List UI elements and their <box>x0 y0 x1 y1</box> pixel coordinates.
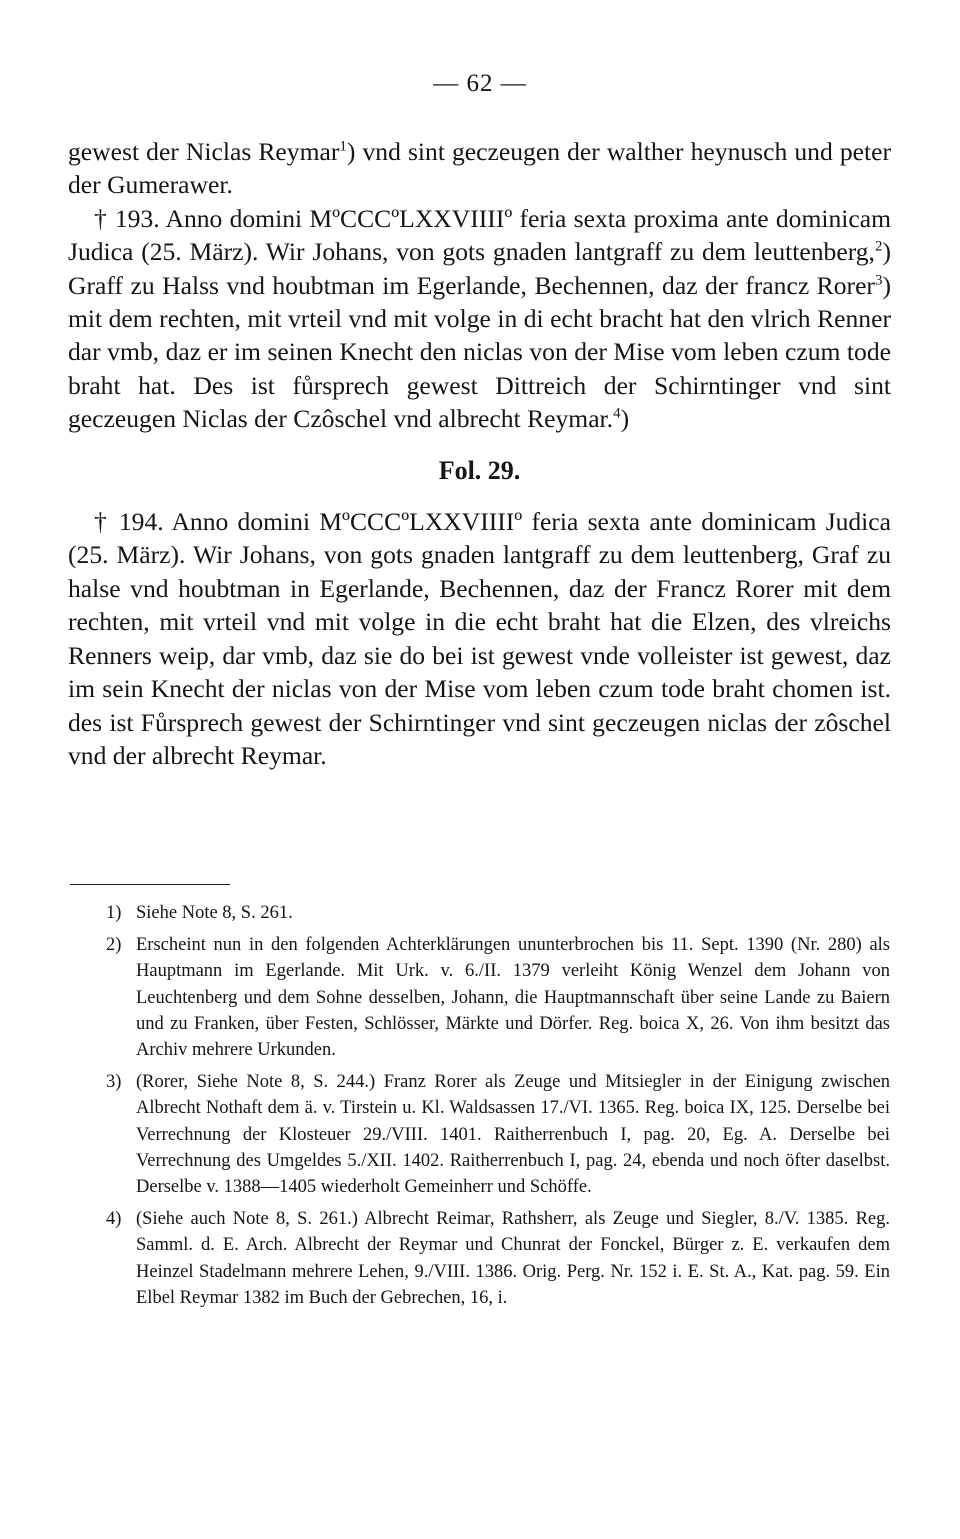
footnote-ref-3: 3 <box>874 272 883 289</box>
footnote-2 <box>98 932 890 1063</box>
footnote-text: Siehe Note 8, S. 261. <box>136 903 293 923</box>
footnote-number: 2) <box>106 935 122 956</box>
footnote-number: 3) <box>106 1072 122 1093</box>
footnote-3 <box>98 1069 890 1200</box>
footnote-ref-2: 2 <box>874 238 883 255</box>
main-text <box>68 135 891 772</box>
entry-194: † 194. Anno domini MºCCCºLXXVIIIIº feria sexta ante dominicam Judica (25. März). Wir Johans, von gots gnaden lantgraff zu dem leuttenberg, Graf zu halse vnd houbtman in Egerlande, Bechennen, daz der Francz Rorer mit dem rechten, mit vrteil vnd mit volge in die echt braht hat die Elzen, des vlreichs Renners weip, dar vmb, daz sie do bei ist gewest vnde volleister ist gewest, daz im sein Knecht der niclas von der Mise vom leben czum tode braht chomen ist. des ist Fůrsprech gewest der Schirntinger vnd sint geczeugen niclas der zôschel vnd der albrecht Reymar. <box>68 507 891 770</box>
text-segment: ) <box>620 404 630 434</box>
footnote-text: Erscheint nun in den folgenden Achterklärungen ununterbrochen bis 11. Sept. 1390 (Nr. 280) als Hauptmann im Egerlande. Mit Urk. v. 6./II. 1379 verleiht König Wenzel dem Johann von Leuchtenberg und dem Sohne desselben, Johann, die Hauptmannschaft über seine Lande zu Baiern und zu Franken, über Festen, Schlösser, Märkte und Dörfer. Reg. boica X, 26. Von ihm besitzt das Archiv mehrere Urkunden. <box>136 935 890 1061</box>
footnote-ref-1: 1 <box>339 138 347 155</box>
footnote-text: (Siehe auch Note 8, S. 261.) Albrecht Reimar, Rathsherr, als Zeuge und Siegler, 8./V. 1385. Reg. Samml. d. E. Arch. Albrecht der Reymar und Chunrat der Fonckel, Bürger z. E. verkaufen dem Heinzel Stadelmann mehrere Lehen, 9./VIII. 1386. Orig. Perg. Nr. 152 i. E. St. A., Kat. pag. 59. Ein Elbel Reymar 1382 im Buch der Gebrechen, 16, i. <box>136 1209 890 1308</box>
entry-193 <box>68 202 891 436</box>
text-segment: † 193. Anno domini MºCCCºLXXVIIIIº feria sexta proxima ante dominicam Judica (25. März). Wir Johans, von gots gnaden lantgraff zu dem leuttenberg, <box>68 203 891 267</box>
text-segment: ) mit dem rechten, mit vrteil vnd mit volge in di echt bracht hat den vlrich Renner dar vmb, daz er im seinen Knecht den niclas von der Mise vom leben czum tode braht hat. Des ist fůrsprech gewest Dittreich der Schirntinger vnd sint geczeugen Niclas der Czôschel vnd albrecht Reymar. <box>68 270 891 434</box>
footnotes <box>98 900 890 1317</box>
footnote-1 <box>98 900 890 926</box>
footnote-ref-4: 4 <box>613 405 621 422</box>
footnote-text: (Rorer, Siehe Note 8, S. 244.) Franz Rorer als Zeuge und Mitsiegler in der Einigung zwischen Albrecht Nothaft dem ä. v. Tirstein u. Kl. Waldsassen 17./VI. 1365. Reg. boica IX, 125. Derselbe bei Verrechnung der Klosteuer 29./VIII. 1401. Raitherrenbuch I, pag. 20, Eg. A. Derselbe bei Verrechnung des Umgeldes 5./XII. 1402. Raitherrenbuch I, pag. 24, ebenda und noch öfter daselbst. Derselbe v. 1388—1405 wiederholt Gemeinherr und Schöffe. <box>136 1072 890 1198</box>
text-segment: ) vnd sint geczeugen der walther heynusch und peter der Gumerawer. <box>68 137 891 200</box>
footnote-number: 4) <box>106 1209 122 1230</box>
footnote-number: 1) <box>106 903 122 923</box>
folio-heading: Fol. 29. <box>438 455 521 485</box>
text-segment: gewest der Niclas Reymar <box>68 137 340 166</box>
footnote-4 <box>98 1206 890 1311</box>
page-number: — 62 — <box>433 70 527 97</box>
entry-192-continuation <box>68 135 891 202</box>
footnote-divider <box>70 884 230 885</box>
text-segment: ) Graff zu Halss vnd houbtman im Egerlande, Bechennen, daz der francz Rorer <box>68 237 891 300</box>
